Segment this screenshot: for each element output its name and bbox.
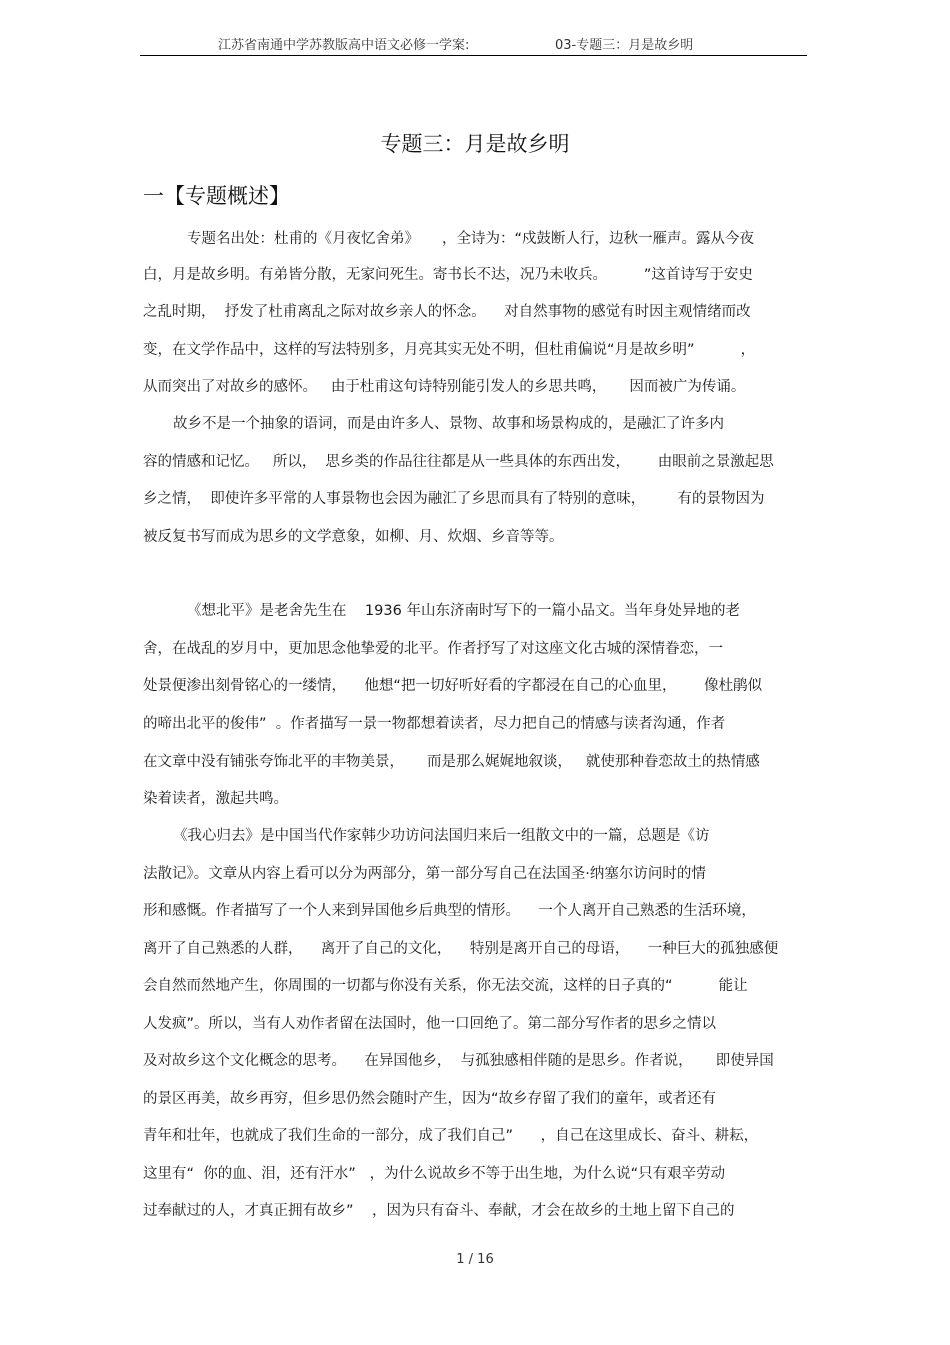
paragraph-line: 故乡不是一个抽象的语词，而是由许多人、景物、故事和场景构成的，是融汇了许多内 xyxy=(173,416,724,432)
paragraph-line: 白，月是故乡明。有弟皆分散，无家问死生。寄书长不达，况乃未收兵。 ”这首诗写于安史 xyxy=(143,267,753,283)
paragraph-line: 之乱时期， 抒发了杜甫离乱之际对故乡亲人的怀念。 对自然事物的感觉有时因主观情绪而改 xyxy=(143,304,751,320)
paragraph-line: 处景便渗出刻骨铭心的一缕情， 他想“把一切好听好看的字都浸在自己的心血里， 像杜鹃似 xyxy=(143,678,763,694)
paragraph-line: 青年和壮年，也就成了我们生命的一部分，成了我们自己” ，自己在这里成长、奋斗、耕耘， xyxy=(143,1128,759,1144)
paragraph-line: 法散记》。文章从内容上看可以分为两部分，第一部分写自己在法国圣·纳塞尔访问时的情 xyxy=(143,866,706,882)
paragraph-line: 的景区再美，故乡再穷，但乡思仍然会随时产生，因为“故乡存留了我们的童年，或者还有 xyxy=(143,1091,717,1107)
paragraph-line: 在文章中没有铺张夸饰北平的丰物美景， 而是那么娓娓地叙谈， 就使那种眷恋故土的热情感 xyxy=(143,754,760,770)
paragraph-line: 《想北平》是老舍先生在 1936 年山东济南时写下的一篇小品文。当年身处异地的老 xyxy=(187,603,740,619)
header-right-text: 03-专题三：月是故乡明 xyxy=(555,38,694,53)
paragraph-line: 人发疯”。所以，当有人劝作者留在法国时，他一口回绝了。第二部分写作者的思乡之情以 xyxy=(143,1016,717,1032)
paragraph-line: 变，在文学作品中，这样的写法特别多，月亮其实无处不明，但杜甫偏说“月是故乡明” ， xyxy=(143,342,756,358)
paragraph-line: 会自然而然地产生，你周围的一切都与你没有关系，你无法交流，这样的日子真的“ 能让 xyxy=(143,978,748,994)
paragraph-line: 形和感慨。作者描写了一个人来到异国他乡后典型的情形。 一个人离开自己熟悉的生活环境， xyxy=(143,903,756,919)
header-left-text: 江苏省南通中学苏教版高中语文必修一学案: xyxy=(218,38,470,53)
paragraph-line: 染着读者，激起共鸣。 xyxy=(143,791,288,807)
paragraph-line: 这里有“ 你的血、泪，还有汗水” ，为什么说故乡不等于出生地，为什么说“只有艰辛劳动 xyxy=(143,1166,726,1182)
paragraph-line: 被反复书写而成为思乡的文学意象，如柳、月、炊烟、乡音等等。 xyxy=(143,529,564,545)
section-heading: 一【专题概述】 xyxy=(143,184,290,208)
page-header xyxy=(140,30,807,56)
paragraph-line: 离开了自己熟悉的人群， 离开了自己的文化， 特别是离开自己的母语， 一种巨大的孤独感便 xyxy=(143,941,779,957)
paragraph-line: 及对故乡这个文化概念的思考。 在异国他乡， 与孤独感相伴随的是思乡。作者说， 即使异国 xyxy=(143,1053,774,1069)
paragraph-line: 容的情感和记忆。 所以， 思乡类的作品往往都是从一些具体的东西出发， 由眼前之景激起思 xyxy=(143,454,774,470)
paragraph-line: 乡之情， 即使许多平常的人事景物也会因为融汇了乡思而具有了特别的意味， 有的景物因为 xyxy=(143,491,765,507)
paragraph-line: 过奉献过的人，才真正拥有故乡” ，因为只有奋斗、奉献，才会在故乡的土地上留下自己的 xyxy=(143,1203,735,1219)
paragraph-line: 专题名出处：杜甫的《月夜忆舍弟》 ，全诗为：“戍鼓断人行，边秋一雁声。露从今夜 xyxy=(187,231,755,247)
paragraph-line: 的啼出北平的俊伟” 。作者描写一景一物都想着读者，尽力把自己的情感与读者沟通，作者 xyxy=(143,716,726,732)
page-number: 1 / 16 xyxy=(456,1252,494,1267)
document-title: 专题三：月是故乡明 xyxy=(380,132,570,156)
paragraph-line: 《我心归去》是中国当代作家韩少功访问法国归来后一组散文中的一篇，总题是《访 xyxy=(173,828,710,844)
paragraph-line: 从而突出了对故乡的感怀。 由于杜甫这句诗特别能引发人的乡思共鸣， 因而被广为传诵。 xyxy=(143,379,746,395)
paragraph-line: 舍，在战乱的岁月中，更加思念他挚爱的北平。作者抒写了对这座文化古城的深情眷恋，一 xyxy=(143,641,723,657)
